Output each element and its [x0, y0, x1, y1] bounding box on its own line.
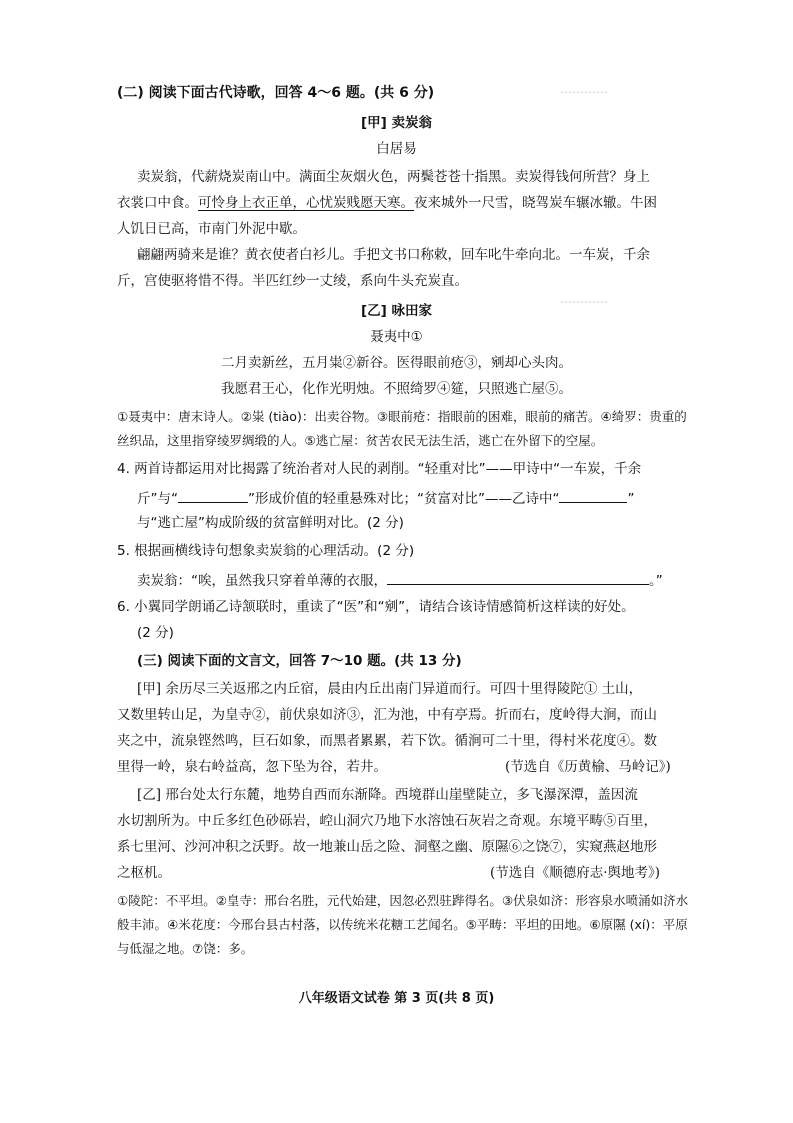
- question-5: 5. 根据画横线诗句想象卖炭翁的心理活动。(2 分): [117, 543, 415, 559]
- passage-a-line: 里得一岭，泉右岭益高，忽下坠为谷，若井。: [117, 759, 387, 775]
- poem-a-line: [117, 194, 657, 212]
- question-text: ”: [627, 491, 635, 507]
- poem-a-line: 翩翩两骑来是谁？黄衣使者白衫儿。手把文书口称敕，回车叱牛牵向北。一车炭，千余: [137, 247, 650, 263]
- poem-b-line: 我愿君王心，化作光明烛。不照绮罗④筵，只照逃亡屋⑤。: [221, 381, 572, 397]
- answer-blank[interactable]: [387, 570, 649, 585]
- poem-a-line: 人饥日已高，市南门外泥中歇。: [117, 221, 306, 237]
- poem-a-title: [甲] 卖炭翁: [360, 115, 433, 131]
- poem-b-author: 聂夷中①: [370, 329, 423, 345]
- bleed-through-text: …………: [560, 82, 608, 96]
- poem-a-line: 斤，宫使驱将惜不得。半匹红纱一丈绫，系向牛头充炭直。: [117, 273, 468, 289]
- question-text: 斤”与“: [137, 491, 178, 507]
- passage-b-source: (节选自《顺德府志·舆地考》): [490, 865, 661, 881]
- question-text: 卖炭翁：“唉，虽然我只穿着单薄的衣服，: [137, 573, 387, 589]
- bleed-through-text: …………: [560, 292, 608, 306]
- poem-b-title: [乙] 咏田家: [360, 303, 433, 319]
- question-4-line: 与“逃亡屋”构成阶级的贫富鲜明对比。(2 分): [137, 515, 404, 531]
- page-footer: 八年级语文试卷 第 3 页(共 8 页): [298, 991, 495, 1006]
- passage-b-line: 之枢机。: [117, 865, 171, 881]
- question-6: 6. 小翼同学朗诵乙诗颔联时，重读了“医”和“剜”，请结合该诗情感简析这样读的好处。: [117, 599, 635, 615]
- annotation-line: ①陵陀：不平坦。②皇寺：邢台名胜，元代始建，因忽必烈驻跸得名。③伏泉如济：形容泉水喷涌如济水: [117, 893, 689, 908]
- section-3-header: (三) 阅读下面的文言文，回答 7～10 题。(共 13 分): [137, 653, 462, 669]
- section-2-header: (二) 阅读下面古代诗歌，回答 4～6 题。(共 6 分): [117, 85, 435, 101]
- poem-a-text: 夜来城外一尺雪，晓驾炭车辗冰辙。牛困: [414, 195, 657, 211]
- passage-a-line: [甲] 余历尽三关返邢之内丘宿，晨由内丘出南门异道而行。可四十里得陵陀① 土山，: [137, 681, 643, 697]
- poem-a-line: 卖炭翁，代薪烧炭南山中。满面尘灰烟火色，两鬓苍苍十指黑。卖炭得钱何所营？身上: [137, 169, 650, 185]
- passage-a-line: 又数里转山足，为皇寺②，前伏泉如济③，汇为池，中有亭焉。折而右，度岭得大涧，而山: [117, 707, 657, 723]
- question-text: ”形成价值的轻重悬殊对比；“贫富对比”——乙诗中“: [248, 491, 560, 507]
- poem-b-line: 二月卖新丝，五月粜②新谷。医得眼前疮③，剜却心头肉。: [221, 355, 572, 371]
- annotation-line: 般丰沛。④米花度：今邢台县古村落，以传统米花糖工艺闻名。⑤平畴：平坦的田地。⑥原隰 (xí)：平原: [117, 917, 688, 932]
- answer-blank[interactable]: [559, 488, 627, 503]
- question-4-line: [137, 488, 634, 508]
- poem-a-text: 衣裳口中食。: [117, 195, 198, 211]
- poem-a-author: 白居易: [376, 141, 417, 157]
- answer-blank[interactable]: [178, 488, 248, 503]
- question-6-line: (2 分): [137, 625, 174, 641]
- passage-b-line: 水切割所为。中丘多红色砂砾岩，崆山洞穴乃地下水溶蚀石灰岩之奇观。东境平畴⑤百里，: [117, 813, 657, 829]
- annotation-line: 与低湿之地。⑦饶：多。: [117, 941, 254, 956]
- underlined-verse: 可怜身上衣正单，心忧炭贱愿天寒。: [198, 195, 414, 211]
- passage-a-line: 夹之中，流泉铿然鸣，巨石如象，而黑者累累，若下饮。循涧可二十里，得村米花度④。数: [117, 733, 657, 749]
- question-text: 。”: [649, 573, 663, 589]
- question-5-answer-line: [137, 570, 663, 590]
- passage-b-line: 系七里河、沙河冲积之沃野。故一地兼山岳之险、洞壑之幽、原隰⑥之饶⑦，实窥燕赵地形: [117, 839, 657, 855]
- annotation-line: ①聂夷中：唐末诗人。②粜 (tiào)：出卖谷物。③眼前疮：指眼前的困难，眼前的痛苦。④绮罗：贵重的: [117, 409, 687, 424]
- passage-a-source: (节选自《历黄榆、马岭记》): [505, 759, 671, 775]
- annotation-line: 丝织品，这里指穿绫罗绸缎的人。⑤逃亡屋：贫苦农民无法生活，逃亡在外留下的空屋。: [117, 433, 604, 448]
- question-4: 4. 两首诗都运用对比揭露了统治者对人民的剥削。“轻重对比”——甲诗中“一车炭，千余: [117, 461, 642, 477]
- passage-b-line: [乙] 邢台处太行东麓，地势自西而东渐降。西境群山崖壁陡立，多飞瀑深潭，盖因流: [137, 787, 638, 803]
